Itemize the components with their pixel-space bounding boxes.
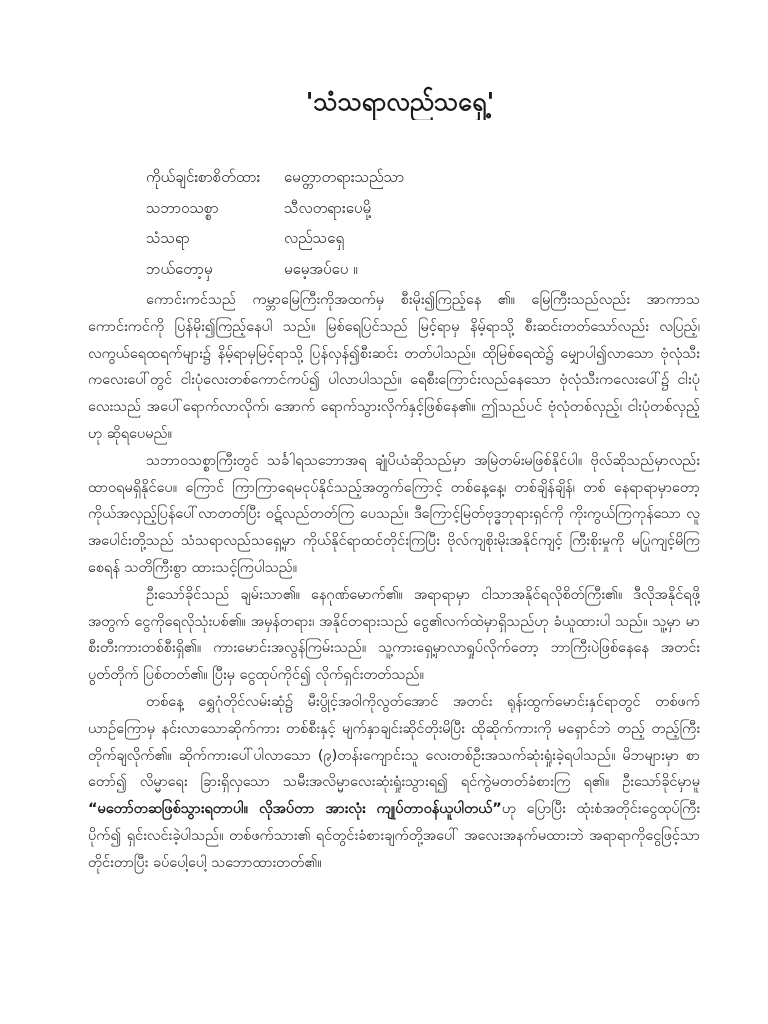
verse-line — [146, 164, 666, 195]
verse-line — [146, 256, 666, 287]
paragraph-1: ကောင်းကင်သည် ကမ္ဘာမြေကြီးကိုအထက်မှ စီးမိုး၍ကြည့်နေ ၏။ မြေကြီးသည်လည်း အာကာသကောင်းကင်ကို ပြန်မိုး၍ကြည့်နေပါ သည်။ မြစ်ရေပြင်သည် မြင့်ရာမှ နိမ့်ရာသို့ စီးဆင်းတတ်သော်လည်း လပြည့်၊ လကွယ်ရေထရက်များ၌ နိမ့်ရာမှမြင့်ရာသို့ ပြန်လှန်၍စီးဆင်း တတ်ပါသည်။ ထိုမြစ်ရေထဲ၌ မျှောပါ၍လာသော ဗုံလုံသီးကလေးပေါ်တွင် ငါးပုံလေးတစ်ကောင်ကပ်၍ ပါလာပါသည်။ ရေစီးကြောင်းလည်နေသော ဗုံလုံသီးကလေးပေါ်၌ ငါးပုံလေးသည် အပေါ်ရောက်လာလိုက်၊ အောက် ရောက်သွားလိုက်နှင့်ဖြစ်နေ၏။ ဤသည်ပင် ဗုံလုံတစ်လှည့်၊ ငါးပုံတစ်လှည့် ဟု ဆိုရပေမည်။ — [88, 292, 700, 442]
bold-quote: “မတော်တဆဖြစ်သွားရတာပါ။ လိုအပ်တာ အားလုံး ကျုပ်တာဝန်ယူပါတယ်” — [88, 801, 502, 818]
verse-line-left: သဘာဝသစ္စာ — [146, 198, 219, 217]
body-text — [88, 287, 700, 877]
verse-line-left: ကိုယ်ချင်းစာစိတ်ထား — [146, 168, 261, 187]
verse-line-left: ဘယ်တော့မှ — [146, 259, 213, 278]
paragraph-3: ဦးသော်ခိုင်သည် ချမ်းသာ၏။ နေဂုဏ်မောက်၏။ အရာရာမှာ ငါသာအနိုင်ရလိုစိတ်ကြီး၏။ ဒီလိုအနိုင်ရဖို့အတွက် ငွေကိုရေလိုသုံးပစ်၏။ အမှန်တရား၊ အနိုင်တရားသည် ငွေ၏လက်ထဲမှာရှိသည်ဟု ခံယူထားပါ သည်။ သူ့မှာ မာစီးတီးကားတစ်စီးရှိ၏။ ကားမောင်းအလွန်ကြမ်းသည်။ သူ့ကားရှေ့မှာလာရှုပ်လိုက်တော့ ဘာကြီးပဲဖြစ်နေနေ အတင်းပွတ်တိုက် ပြစ်တတ်၏။ ပြီးမှ ငွေထုပ်ကိုင်၍ လိုက်ရှင်းတတ်သည်။ — [88, 586, 700, 684]
verse-line-right: မမေ့အပ်ပေ ။ — [284, 259, 358, 278]
paragraph-4-tail: ဟု ပြောပြီး ထုံးစံအတိုင်းငွေထုပ်ကြီး ပိုက်၍ ရှင်းလင်းခဲ့ပါသည်။ တစ်ဖက်သား၏ ရင်တွင်းခံစားချက်တို့အပေါ် အလေးအနက်မထားဘဲ အရာရာကိုငွေဖြင့်သာ တိုင်းတာပြီး ခပ်ပေါ့ပေါ့ သဘောထားတတ်၏။ — [88, 801, 700, 871]
verse-line-right: မေတ္တာတရားသည်သာ — [284, 168, 405, 187]
verse-line-right: သီလတရားပေမို့ — [284, 198, 372, 217]
paragraph-4-lead: တစ်နေ့ ရွှေဂုံတိုင်လမ်းဆုံ၌ မီးပွိုင့်အဝါကိုလွတ်အောင် အတင်း ရုန်းထွက်မောင်းနှင်ရာတွင် တစ်ဖက်ယာဉ်ကြောမှ နင်းလာသောဆိုက်ကား တစ်စီးနှင့် မျက်နှာချင်းဆိုင်တိုးမိပြီး ထိုဆိုက်ကားကို မရှောင်ဘဲ တည့် တည့်ကြီးတိုက်ချလိုက်၏။ ဆိုက်ကားပေါ်ပါလာသော (၉)တန်းကျောင်းသူ လေးတစ်ဦးအသက်ဆုံးရှုံးခဲ့ရပါသည်။ မိဘများမှာ စာတော်၍ လိမ္မာရေး ခြားရှိလှသော သမီးအလိမ္မာလေးဆုံးရှုံးသွားရ၍ ရင်ကွဲမတတ်ခံစားကြ ရ၏။ ဦးသော်ခိုင်မှာမူ — [88, 693, 700, 791]
verse-line — [146, 195, 666, 226]
document-title: 'သံသရာလည်သရှေ့' — [305, 87, 495, 116]
verse-line — [146, 225, 666, 256]
paragraph-2: သဘာဝသစ္စာကြီးတွင် သင်္ခါရသဘောအရ ချုံပိယံဆိုသည်မှာ အမြဲတမ်းမဖြစ်နိုင်ပါ။ ဗိုလ်ဆိုသည်မှာလည်း ထာဝရမရှိနိုင်ပေ။ ကြောင် ကြာကြာရေမငုပ်နိုင်သည့်အတွက်ကြောင့် တစ်နေ့နေ့၊ တစ်ချိန်ချိန်၊ တစ် နေရာရာမှာတော့ ကိုယ်အလှည့်ပြန်ပေါ်လာတတ်ပြီး ဝဋ်လည်တတ်ကြ ပေသည်။ ဒီကြောင့်မြတ်ဗုဒ္ဓဘုရားရှင်ကို ကိုးကွယ်ကြကုန်သော လူ အပေါင်းတို့သည် သံသရာလည်သရှေ့မှာ ကိုယ်နိုင်ရာထင်တိုင်းကြပြီး ဗိုလ်ကျစိုးမိုးအနိုင်ကျင့် ကြီးစိုးမှုကို မပြုကျင့်မိကြစေရန် သတိကြီးစွာ ထားသင့်ကြပါသည်။ — [88, 452, 700, 576]
verse-block — [146, 164, 666, 286]
verse-line-left: သံသရာ — [146, 229, 190, 248]
verse-line-right: လည်သရှေ့ — [284, 229, 345, 248]
paragraph-4 — [88, 689, 700, 877]
